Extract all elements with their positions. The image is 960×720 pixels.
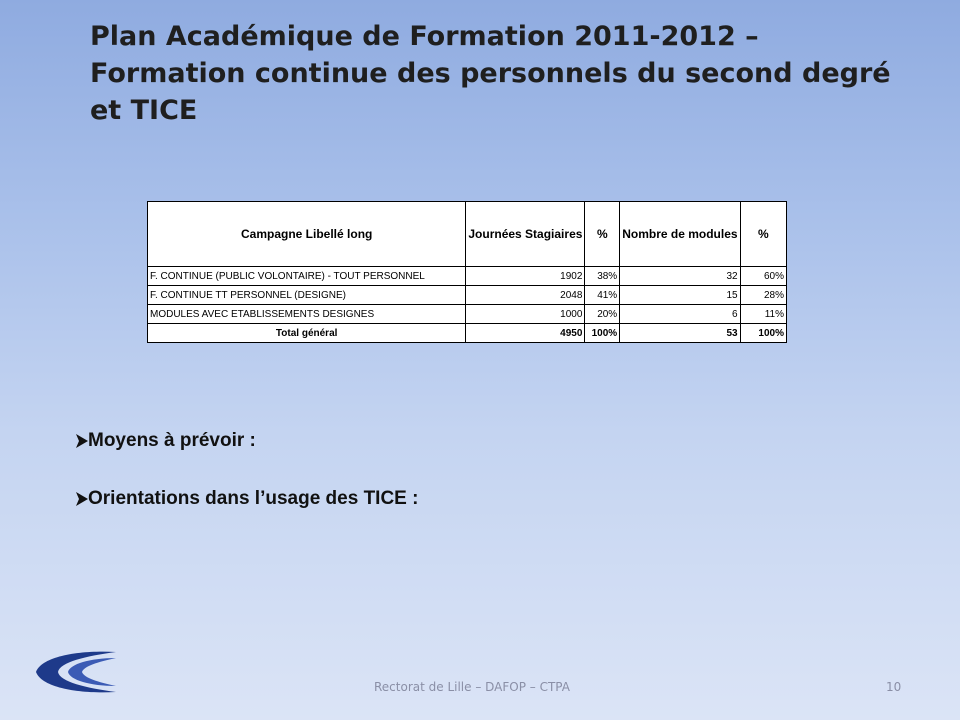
cell-journees: 2048: [466, 286, 585, 305]
cell-modules: 32: [620, 267, 740, 286]
footer-text: Rectorat de Lille – DAFOP – CTPA: [374, 680, 570, 694]
page-number: 10: [886, 680, 902, 694]
table-row: [148, 267, 787, 286]
cell-pct-modules: 60%: [740, 267, 786, 286]
header-journees: Journées Stagiaires: [466, 202, 585, 267]
cell-modules: 15: [620, 286, 740, 305]
header-campagne: Campagne Libellé long: [148, 202, 466, 267]
cell-journees: 1000: [466, 305, 585, 324]
total-modules: 53: [620, 324, 740, 343]
table-row: [148, 286, 787, 305]
bullet-text: Moyens à prévoir :: [88, 430, 256, 451]
total-label: Total général: [148, 324, 466, 343]
slide-title: [90, 18, 910, 129]
cell-modules: 6: [620, 305, 740, 324]
header-pct-modules: %: [740, 202, 786, 267]
bullet-list: [76, 427, 418, 543]
cell-journees: 1902: [466, 267, 585, 286]
bullet-text: Orientations dans l’usage des TICE :: [88, 488, 419, 509]
table-total-row: [148, 324, 787, 343]
title-line-3: et TICE: [90, 95, 198, 126]
cell-campagne: F. CONTINUE TT PERSONNEL (DESIGNE): [148, 286, 466, 305]
total-journees: 4950: [466, 324, 585, 343]
rectorat-logo-icon: [30, 648, 120, 696]
header-pct-journees: %: [585, 202, 620, 267]
header-nombre-modules: Nombre de modules: [620, 202, 740, 267]
total-pct-modules: 100%: [740, 324, 786, 343]
cell-pct-journees: 38%: [585, 267, 620, 286]
title-line-1: Plan Académique de Formation 2011-2012 –: [90, 21, 759, 52]
title-line-2: Formation continue des personnels du second degré: [90, 58, 891, 89]
cell-pct-modules: 28%: [740, 286, 786, 305]
cell-campagne: F. CONTINUE (PUBLIC VOLONTAIRE) - TOUT PERSONNEL: [148, 267, 466, 286]
cell-pct-journees: 41%: [585, 286, 620, 305]
arrow-bullet-icon: [76, 434, 88, 448]
training-table: [147, 201, 787, 343]
table-row: [148, 305, 787, 324]
table-header-row: [148, 202, 787, 267]
bullet-item-orientations: [76, 485, 418, 513]
cell-campagne: MODULES AVEC ETABLISSEMENTS DESIGNES: [148, 305, 466, 324]
arrow-bullet-icon: [76, 492, 88, 506]
bullet-item-moyens: [76, 427, 418, 455]
total-pct-journees: 100%: [585, 324, 620, 343]
cell-pct-journees: 20%: [585, 305, 620, 324]
cell-pct-modules: 11%: [740, 305, 786, 324]
